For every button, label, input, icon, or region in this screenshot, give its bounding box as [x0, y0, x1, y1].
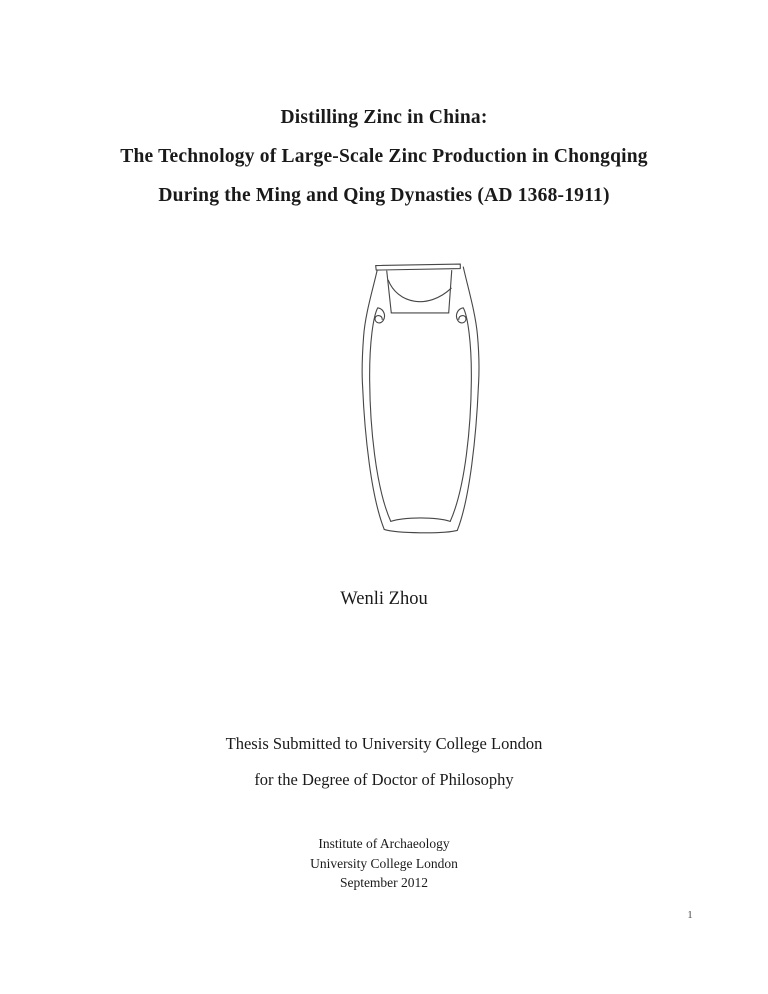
vessel-strokes	[362, 264, 479, 533]
thesis-title	[0, 98, 768, 215]
affiliation-date: September 2012	[339, 875, 429, 890]
title-line-3: During the Ming and Qing Dynasties (AD 1368-1911)	[158, 185, 610, 206]
submission-statement	[0, 726, 768, 798]
zinc-vessel-illustration	[360, 258, 481, 538]
affiliation-university: University College London	[310, 855, 458, 871]
page-number: 1	[687, 910, 693, 921]
title-line-2: The Technology of Large-Scale Zinc Production in Chongqing	[120, 146, 648, 167]
submission-line-1: Thesis Submitted to University College London	[225, 734, 543, 753]
submission-line-2: for the Degree of Doctor of Philosophy	[254, 770, 514, 789]
affiliation-institute: Institute of Archaeology	[318, 836, 450, 851]
title-line-1: Distilling Zinc in China:	[280, 107, 488, 128]
author-name: Wenli Zhou	[340, 589, 428, 609]
affiliation	[0, 834, 768, 893]
